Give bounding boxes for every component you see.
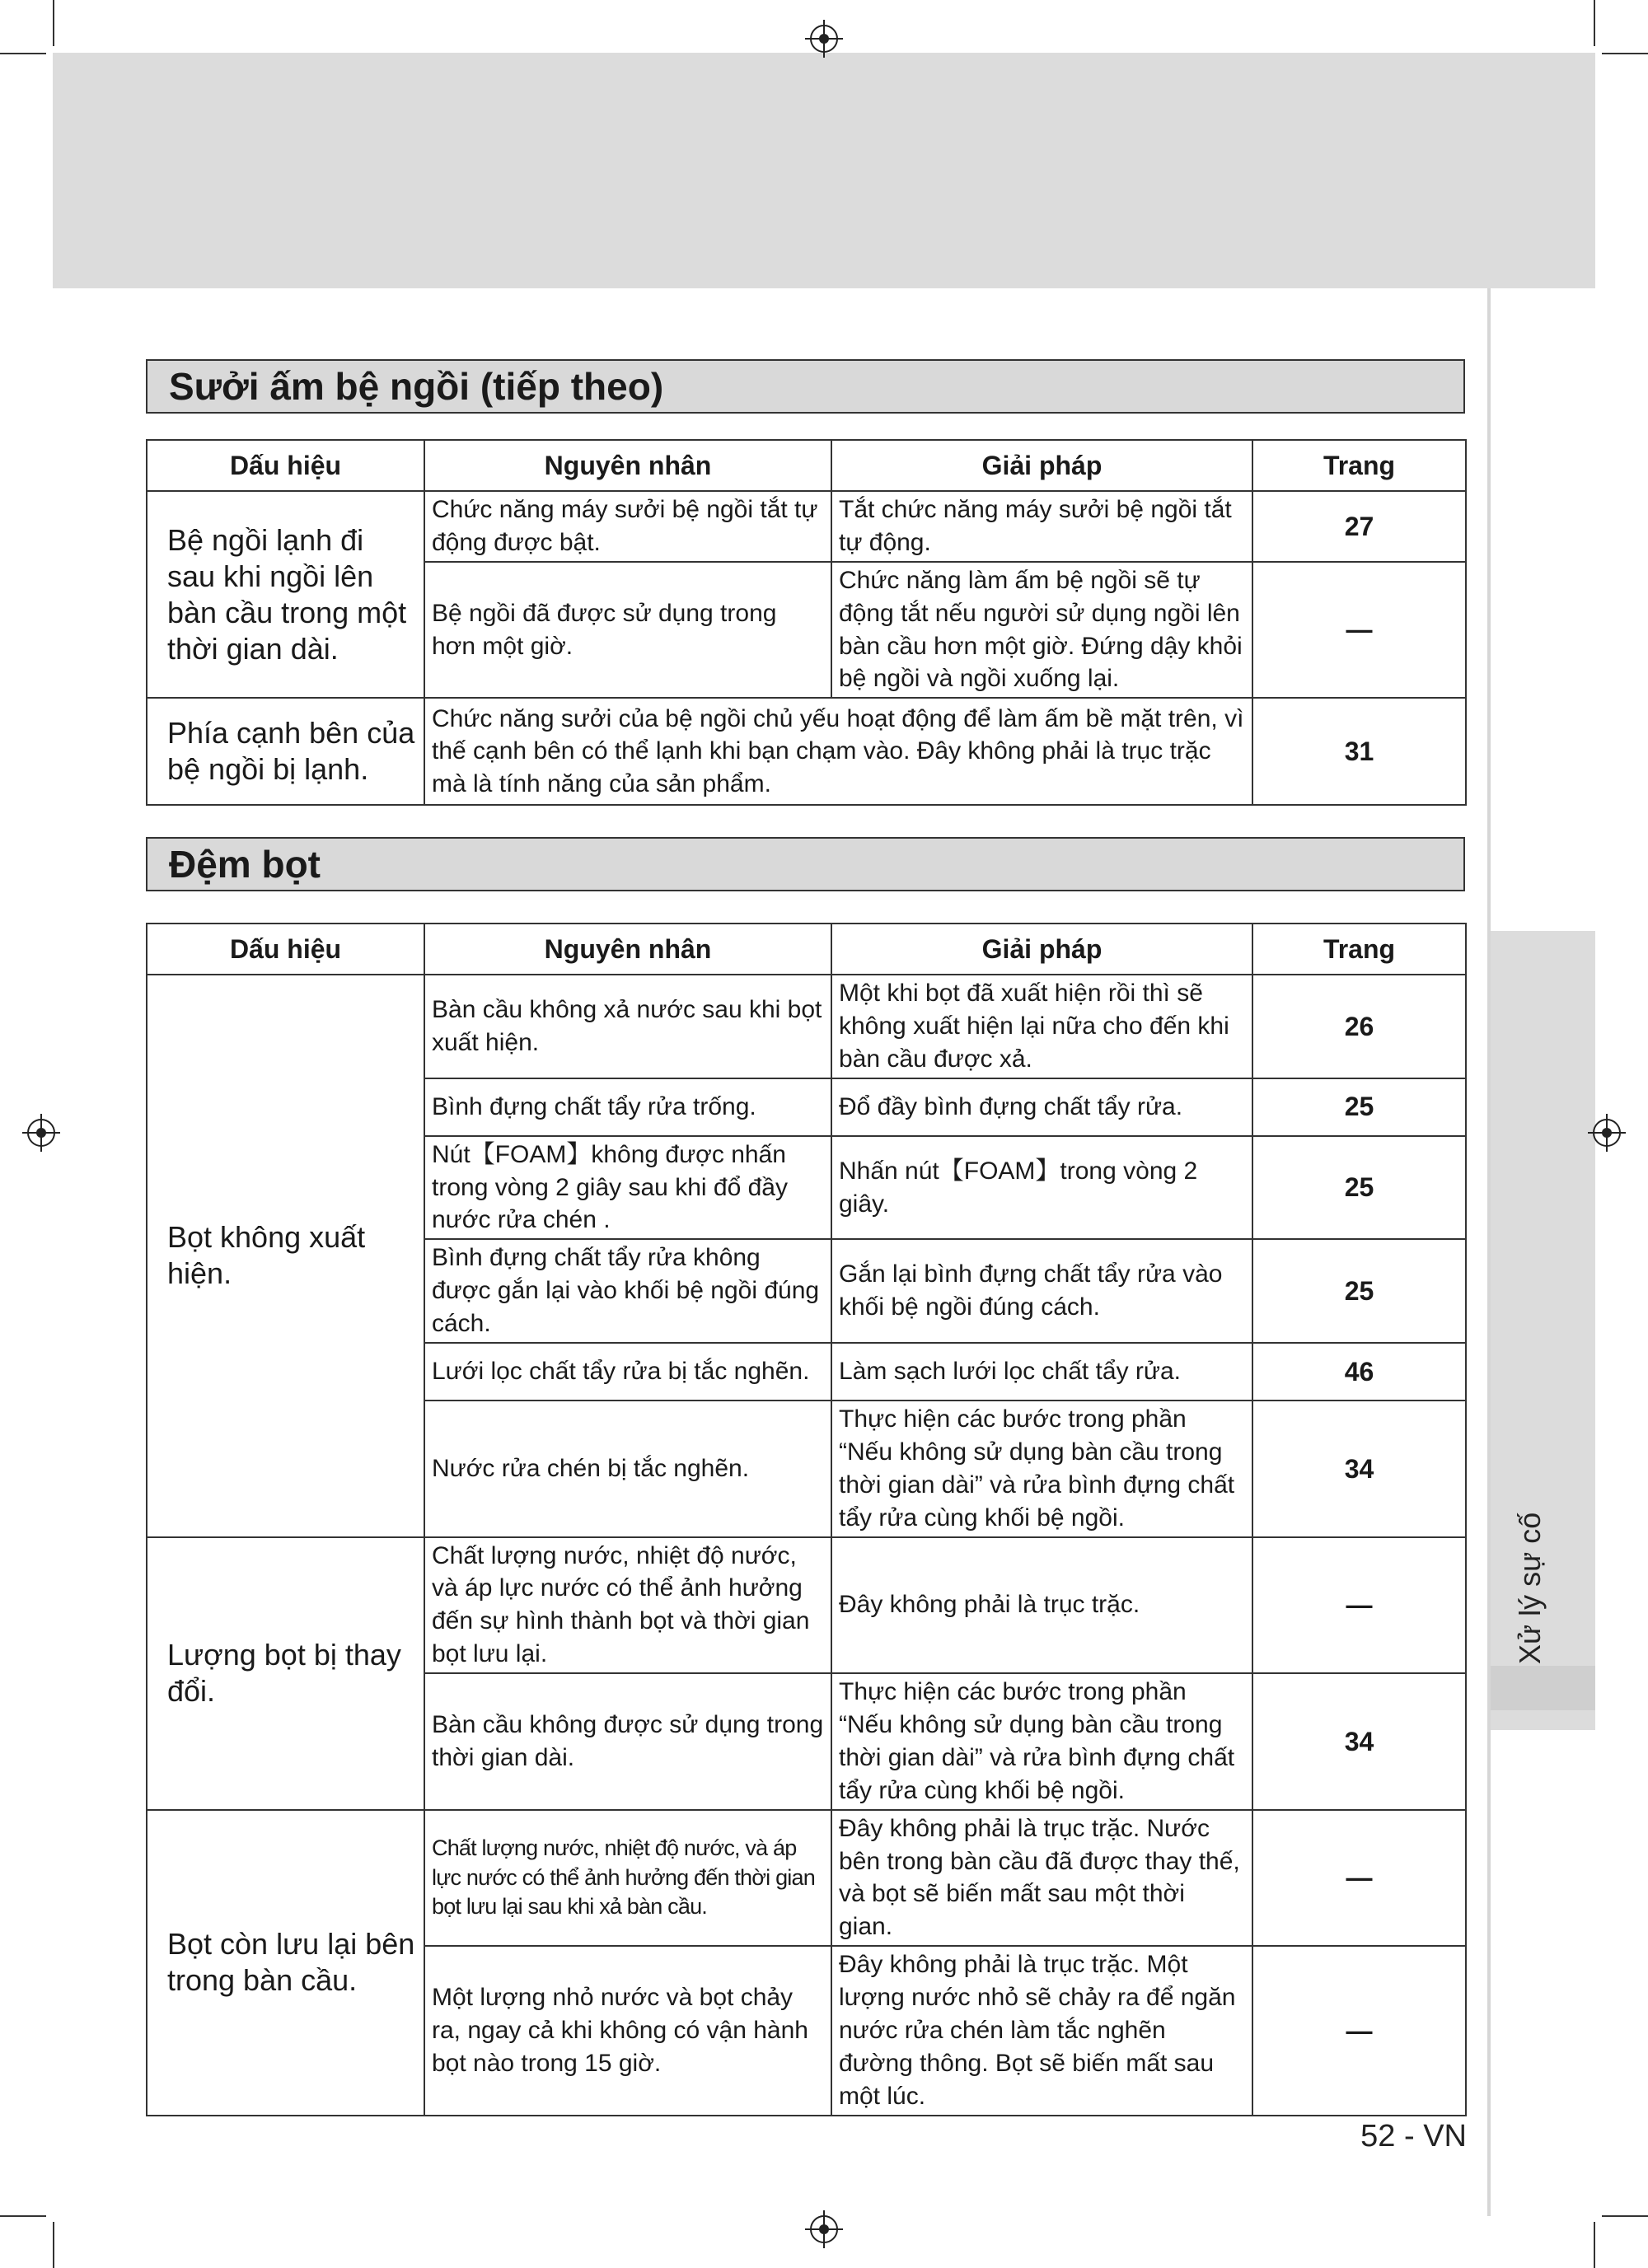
crop-mark (0, 53, 46, 54)
header-cause: Nguyên nhân (424, 440, 831, 491)
registration-mark-icon (810, 2215, 838, 2243)
page-cell: 25 (1252, 1078, 1466, 1136)
header-page: Trang (1252, 924, 1466, 975)
cause-cell: Một lượng nhỏ nước và bọt chảy ra, ngay cả khi không có vận hành bọt nào trong 15 giờ. (424, 1946, 831, 2115)
registration-mark-icon (810, 25, 838, 53)
page-cell: — (1252, 562, 1466, 699)
solution-cell: Đổ đầy bình đựng chất tẩy rửa. (831, 1078, 1252, 1136)
cause-cell: Lưới lọc chất tẩy rửa bị tắc nghẽn. (424, 1343, 831, 1401)
header-solution: Giải pháp (831, 440, 1252, 491)
symptom-cell: Lượng bọt bị thay đổi. (147, 1537, 424, 1810)
crop-mark (53, 2222, 54, 2268)
table-row (147, 975, 1466, 1078)
table-row (147, 1810, 1466, 1947)
seat-heating-table (146, 439, 1467, 806)
cause-cell: Nút【FOAM】không được nhấn trong vòng 2 giây sau khi đổ đầy nước rửa chén . (424, 1136, 831, 1240)
cause-cell: Chất lượng nước, nhiệt độ nước, và áp lực nước có thể ảnh hưởng đến thời gian bọt lưu lại sau khi xả bàn cầu. (424, 1810, 831, 1947)
cause-cell: Bệ ngồi đã được sử dụng trong hơn một giờ. (424, 562, 831, 699)
header-symptom: Dấu hiệu (147, 924, 424, 975)
registration-mark-icon (27, 1119, 55, 1147)
crop-mark (1594, 2222, 1595, 2268)
registration-mark-icon (1593, 1119, 1621, 1147)
solution-cell: Một khi bọt đã xuất hiện rồi thì sẽ không xuất hiện lại nữa cho đến khi bàn cầu được xả. (831, 975, 1252, 1078)
solution-cell: Đây không phải là trục trặc. Một lượng nước nhỏ sẽ chảy ra để ngăn nước rửa chén làm tắc nghẽn đường thông. Bọt sẽ biến mất sau một lúc. (831, 1946, 1252, 2115)
cause-cell: Bình đựng chất tẩy rửa không được gắn lại vào khối bệ ngồi đúng cách. (424, 1239, 831, 1343)
page-cell: 34 (1252, 1401, 1466, 1537)
symptom-cell: Bọt còn lưu lại bên trong bàn cầu. (147, 1810, 424, 2116)
solution-cell: Thực hiện các bước trong phần “Nếu không sử dụng bàn cầu trong thời gian dài” và rửa bình đựng chất tẩy rửa cùng khối bệ ngồi. (831, 1401, 1252, 1537)
symptom-cell: Phía cạnh bên của bệ ngồi bị lạnh. (147, 698, 424, 805)
section-title-seat-heating: Sưởi ấm bệ ngồi (tiếp theo) (146, 359, 1465, 414)
page-number: 52 - VN (1360, 2119, 1467, 2153)
cause-cell: Nước rửa chén bị tắc nghẽn. (424, 1401, 831, 1537)
side-tab-label: Xử lý sự cố (1513, 1512, 1547, 1664)
header-solution: Giải pháp (831, 924, 1252, 975)
cause-cell: Bình đựng chất tẩy rửa trống. (424, 1078, 831, 1136)
table-header-row (147, 924, 1466, 975)
cause-cell: Bàn cầu không xả nước sau khi bọt xuất hiện. (424, 975, 831, 1078)
solution-cell: Tắt chức năng máy sưởi bệ ngồi tắt tự động. (831, 491, 1252, 562)
solution-cell: Nhấn nút【FOAM】trong vòng 2 giây. (831, 1136, 1252, 1240)
side-tab-marker (1491, 1666, 1595, 1710)
page-cell: — (1252, 1537, 1466, 1674)
cause-cell: Chất lượng nước, nhiệt độ nước, và áp lực nước có thể ảnh hưởng đến sự hình thành bọt và thời gian bọt lưu lại. (424, 1537, 831, 1674)
table-row (147, 1537, 1466, 1674)
solution-cell: Thực hiện các bước trong phần “Nếu không sử dụng bàn cầu trong thời gian dài” và rửa bình đựng chất tẩy rửa cùng khối bệ ngồi. (831, 1673, 1252, 1810)
solution-cell: Gắn lại bình đựng chất tẩy rửa vào khối bệ ngồi đúng cách. (831, 1239, 1252, 1343)
table-row (147, 698, 1466, 805)
cause-cell: Chức năng máy sưởi bệ ngồi tắt tự động được bật. (424, 491, 831, 562)
header-symptom: Dấu hiệu (147, 440, 424, 491)
page-cell: 34 (1252, 1673, 1466, 1810)
section-title-foam: Đệm bọt (146, 837, 1465, 891)
table-row (147, 491, 1466, 562)
page-cell: 26 (1252, 975, 1466, 1078)
merged-cause-solution-cell: Chức năng sưởi của bệ ngồi chủ yếu hoạt động để làm ấm bề mặt trên, vì thế cạnh bên có thể lạnh khi bạn chạm vào. Đây không phải là trục trặc mà là tính năng của sản phẩm. (424, 698, 1252, 805)
solution-cell: Đây không phải là trục trặc. Nước bên trong bàn cầu đã được thay thế, và bọt sẽ biến mất sau một thời gian. (831, 1810, 1252, 1947)
symptom-cell: Bọt không xuất hiện. (147, 975, 424, 1537)
crop-mark (1602, 53, 1648, 54)
table-header-row (147, 440, 1466, 491)
header-page: Trang (1252, 440, 1466, 491)
header-band (53, 53, 1595, 288)
page-cell: 46 (1252, 1343, 1466, 1401)
header-cause: Nguyên nhân (424, 924, 831, 975)
page-cell: — (1252, 1810, 1466, 1947)
page-cell: 27 (1252, 491, 1466, 562)
page-cell: — (1252, 1946, 1466, 2115)
page-cell: 31 (1252, 698, 1466, 805)
crop-mark (53, 0, 54, 46)
crop-mark (1602, 2215, 1648, 2217)
solution-cell: Đây không phải là trục trặc. (831, 1537, 1252, 1674)
solution-cell: Làm sạch lưới lọc chất tẩy rửa. (831, 1343, 1252, 1401)
solution-cell: Chức năng làm ấm bệ ngồi sẽ tự động tắt nếu người sử dụng ngồi lên bàn cầu hơn một giờ. Đứng dậy khỏi bệ ngồi và ngồi xuống lại. (831, 562, 1252, 699)
crop-mark (1594, 0, 1595, 46)
crop-mark (0, 2215, 46, 2217)
page-cell: 25 (1252, 1239, 1466, 1343)
symptom-cell: Bệ ngồi lạnh đi sau khi ngồi lên bàn cầu trong một thời gian dài. (147, 491, 424, 698)
cause-cell: Bàn cầu không được sử dụng trong thời gian dài. (424, 1673, 831, 1810)
page-cell: 25 (1252, 1136, 1466, 1240)
foam-table (146, 923, 1467, 2116)
